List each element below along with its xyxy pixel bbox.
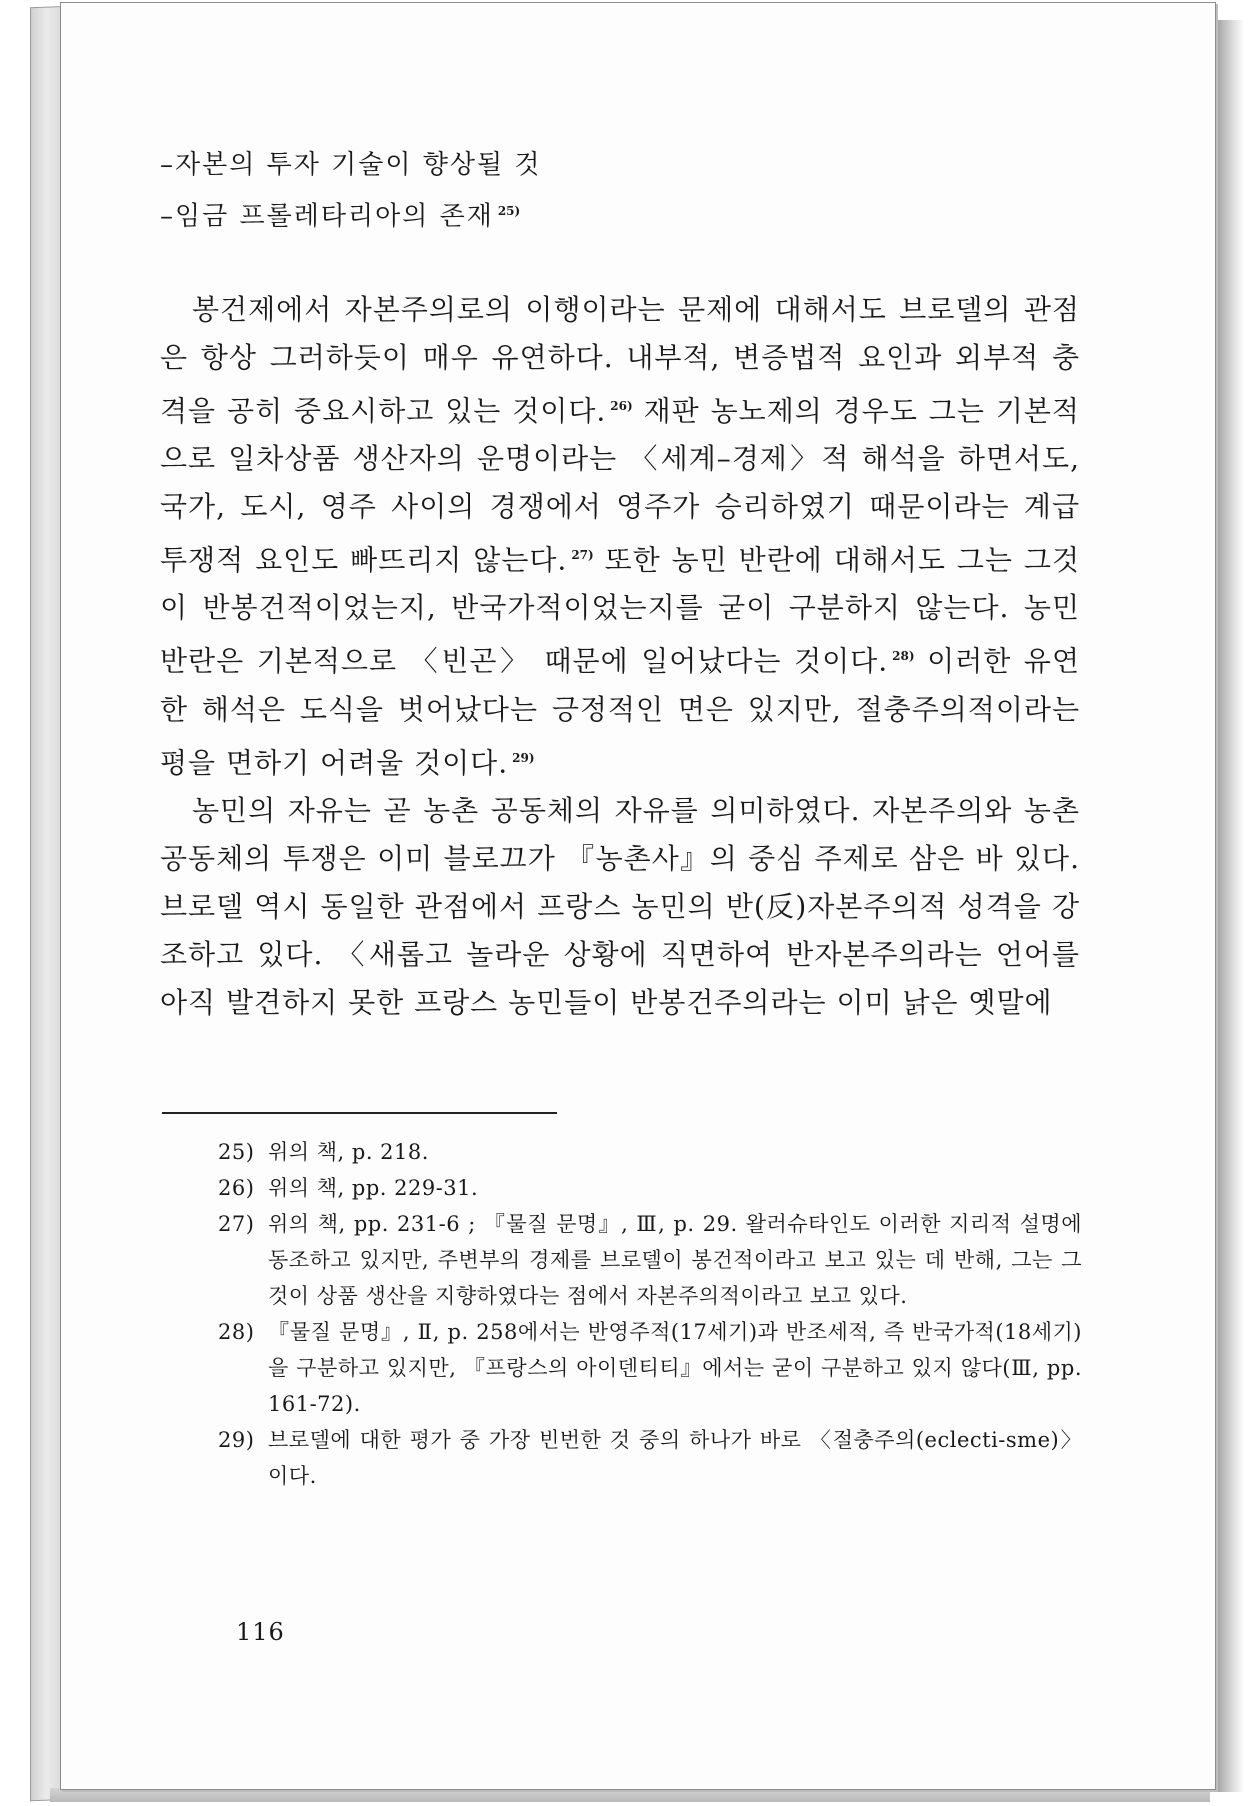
- list-item: [160, 142, 1080, 188]
- paragraph: [160, 286, 1080, 787]
- footnote-text: 브로델에 대한 평가 중 가장 빈번한 것 중의 하나가 바로 〈절충주의(eclecti-sme)〉이다.: [268, 1428, 1082, 1488]
- footnote-divider: [162, 1112, 557, 1114]
- footnote-number: 25): [218, 1140, 255, 1164]
- footnote-text: 위의 책, pp. 229-31.: [268, 1176, 479, 1200]
- footnote-number: 27): [218, 1212, 255, 1236]
- list-item-text: –자본의 투자 기술이 향상될 것: [160, 150, 542, 180]
- book-bottom-edge: [50, 1788, 1210, 1802]
- footnote-ref: 27): [571, 547, 594, 562]
- list-item-text: –임금 프롤레타리아의 존재: [160, 201, 494, 232]
- footnote-ref: 26): [610, 398, 633, 413]
- paragraph-text: 또한 농민 반란에 대해서도 그는 그것이 반봉건적이었는지, 반국가적이었는지를 굳이 구분하지 않는다. 농민 반란은 기본적으로 〈빈곤〉 때문에 일어났다는 것이다.: [160, 543, 1080, 678]
- footnote: [218, 1170, 1082, 1206]
- page-shadow: [1214, 20, 1244, 1792]
- footnote-ref: 28): [892, 649, 915, 664]
- footnotes: [218, 1134, 1082, 1494]
- list-item: [160, 188, 1080, 240]
- footnote: [218, 1206, 1082, 1314]
- footnote-text: 위의 책, p. 218.: [268, 1140, 429, 1164]
- paragraph: 농민의 자유는 곧 농촌 공동체의 자유를 의미하였다. 자본주의와 농촌 공동체의 투쟁은 이미 블로끄가 『농촌사』의 중심 주제로 삼은 바 있다. 브로델 역시 동일한 관점에서 프랑스 농민의 반(反)자본주의적 성격을 강조하고 있다. 〈새롭고 놀라운 상황에 직면하여 반자본주의라는 언어를 아직 발견하지 못한 프랑스 농민들이 반봉건주의라는 이미 낡은 옛말에: [160, 793, 1080, 1019]
- footnote-number: 26): [218, 1176, 255, 1200]
- footnote-ref: 29): [512, 750, 535, 765]
- footnote-number: 28): [218, 1320, 255, 1344]
- paragraph-text: 봉건제에서 자본주의로의 이행이라는 문제에 대해서도 브로델의 관점은 항상 그러하듯이 매우 유연하다. 내부적, 변증법적 요인과 외부적 충격을 공히 중요시하고 있는 것이다.: [160, 292, 1080, 427]
- main-text: [160, 142, 1080, 1027]
- paragraph-text: 이러한 유연한 해석은 도식을 벗어났다는 긍정적인 면은 있지만, 절충주의적이라는 평을 면하기 어려울 것이다.: [160, 644, 1081, 779]
- footnote-ref: 25): [497, 204, 521, 218]
- paragraph-text: 재판 농노제의 경우도 그는 기본적으로 일차상품 생산자의 운명이라는 〈세계–경제〉적 해석을 하면서도, 국가, 도시, 영주 사이의 경쟁에서 영주가 승리하였기 때문이라는 계급 투쟁적 요인도 빠뜨리지 않는다.: [160, 393, 1080, 577]
- footnote-number: 29): [218, 1428, 255, 1452]
- footnote-text: 위의 책, pp. 231-6 ; 『물질 문명』, Ⅲ, p. 29. 왈러슈타인도 이러한 지리적 설명에 동조하고 있지만, 주변부의 경제를 브로델이 봉건적이라고 보고 있는 데 반해, 그는 그것이 상품 생산을 지향하였다는 점에서 자본주의적이라고 보고 있다.: [268, 1212, 1082, 1308]
- page-number: 116: [236, 1618, 285, 1646]
- footnote: [218, 1134, 1082, 1170]
- footnote-text: 『물질 문명』, Ⅱ, p. 258에서는 반영주적(17세기)과 반조세적, 즉 반국가적(18세기)을 구분하고 있지만, 『프랑스의 아이덴티티』에서는 굳이 구분하고 있지 않다(Ⅲ, pp. 161-72).: [268, 1320, 1082, 1416]
- footnote: [218, 1314, 1082, 1422]
- footnote: [218, 1422, 1082, 1494]
